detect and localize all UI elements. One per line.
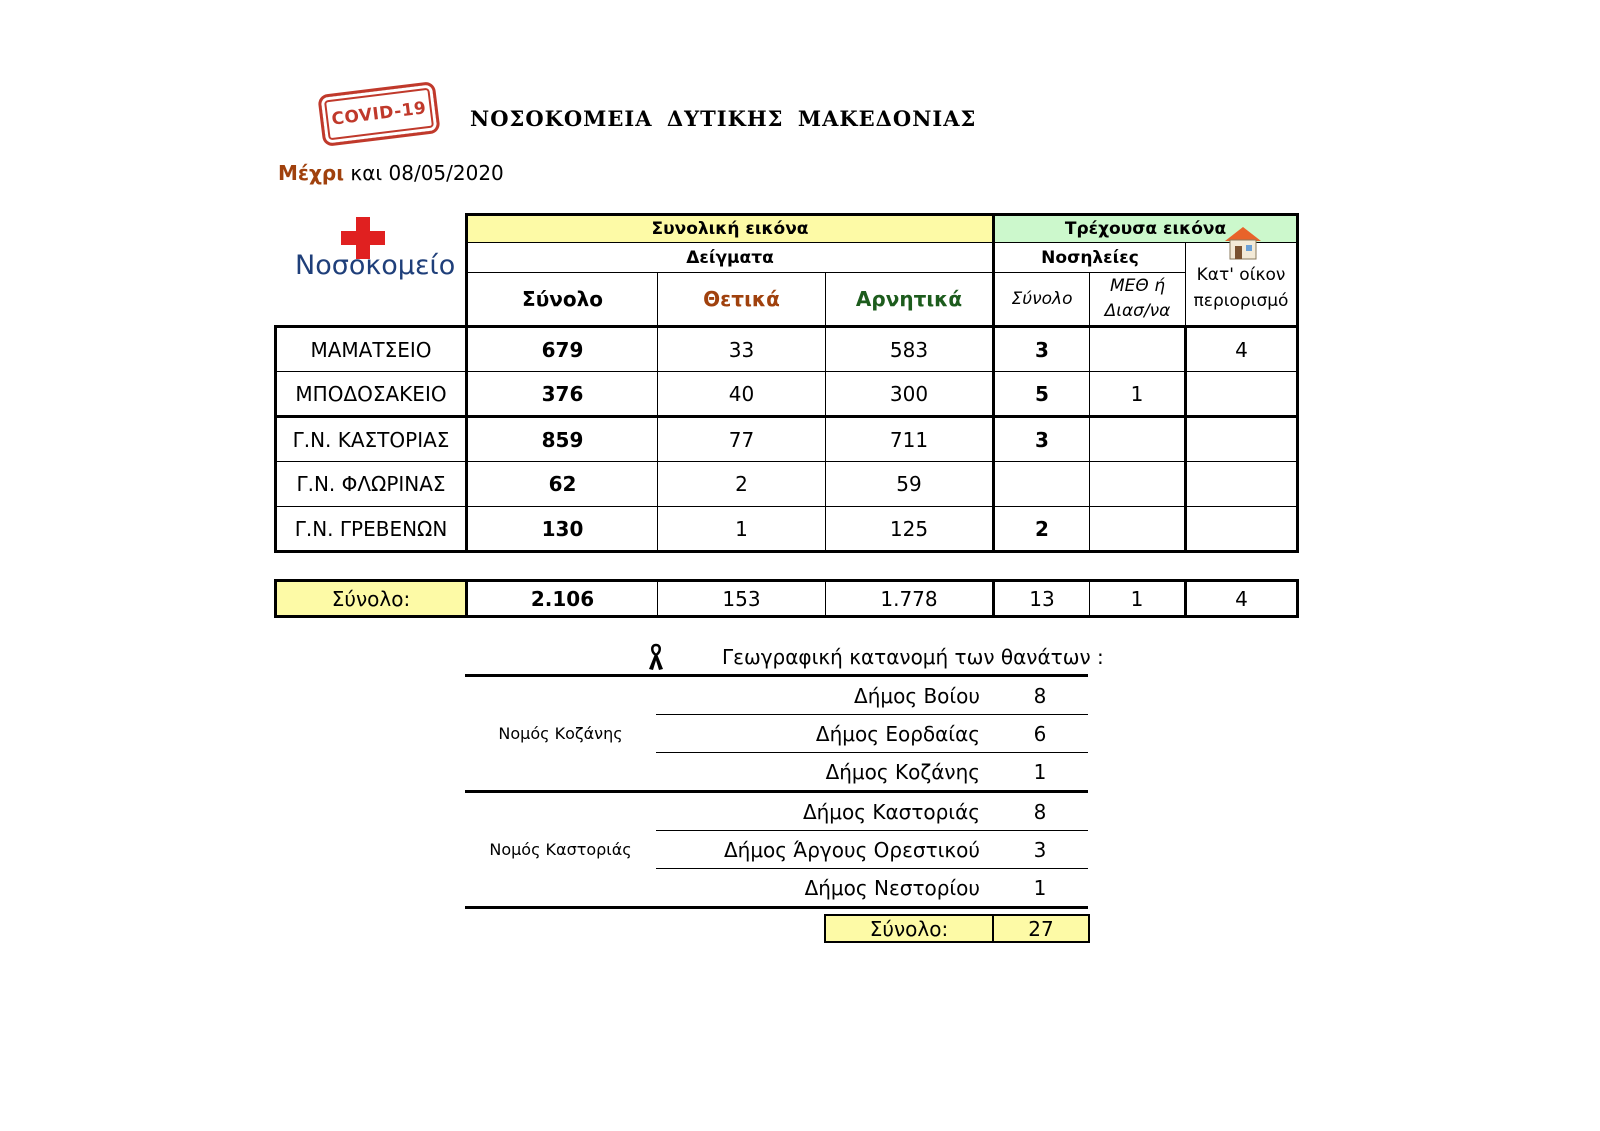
nomos-label: Νομός Κοζάνης <box>465 676 656 792</box>
cell-home <box>1186 417 1298 462</box>
cell-home <box>1186 462 1298 507</box>
deaths-table <box>465 674 1088 909</box>
cell-hosp: 2 <box>994 507 1090 552</box>
header-positive: Θετικά <box>658 273 826 327</box>
table-row <box>276 462 1298 507</box>
home-line2: περιορισμό <box>1193 291 1289 311</box>
totals-icu: 1 <box>1090 581 1186 617</box>
header-overall: Συνολική εικόνα <box>467 215 994 243</box>
black-ribbon-icon <box>646 643 666 671</box>
totals-label: Σύνολο: <box>276 581 467 617</box>
logo-cell <box>276 215 467 327</box>
dimos-name: Δήμος Κοζάνης <box>656 753 992 792</box>
deaths-total <box>824 914 1090 943</box>
stamp-text: COVID-19 <box>330 98 428 130</box>
cell-positive: 2 <box>658 462 826 507</box>
death-count: 1 <box>992 753 1088 792</box>
page-title: ΝΟΣΟΚΟΜΕΙΑ ΔΥΤΙΚΗΣ ΜΑΚΕΔΟΝΙΑΣ <box>470 106 977 131</box>
cell-negative: 583 <box>826 327 994 372</box>
totals-positive: 153 <box>658 581 826 617</box>
cell-home <box>1186 507 1298 552</box>
cell-positive: 77 <box>658 417 826 462</box>
deaths-total-label: Σύνολο: <box>825 915 993 942</box>
deaths-title: Γεωγραφική κατανομή των θανάτων : <box>722 645 1104 669</box>
cell-icu <box>1090 507 1186 552</box>
icu-line2: Διασ/να <box>1104 301 1171 321</box>
house-icon <box>1221 225 1265 261</box>
dimos-name: Δήμος Βοίου <box>656 676 992 715</box>
hospital-logo-text: Νοσοκομείο <box>295 250 456 281</box>
deaths-total-value: 27 <box>993 915 1089 942</box>
totals-table <box>274 579 1299 618</box>
dimos-name: Δήμος Άργους Ορεστικού <box>656 831 992 869</box>
death-count: 8 <box>992 676 1088 715</box>
table-row <box>276 372 1298 417</box>
cell-hosp: 3 <box>994 327 1090 372</box>
cell-positive: 1 <box>658 507 826 552</box>
cell-total: 679 <box>467 327 658 372</box>
header-samples: Δείγματα <box>467 243 994 273</box>
totals-total: 2.106 <box>467 581 658 617</box>
hospital-table <box>274 213 1299 553</box>
header-negative: Αρνητικά <box>826 273 994 327</box>
header-hosp-total: Σύνολο <box>994 273 1090 327</box>
cell-hosp: 3 <box>994 417 1090 462</box>
death-count: 8 <box>992 792 1088 831</box>
death-count: 6 <box>992 715 1088 753</box>
hospital-name: Γ.Ν. ΚΑΣΤΟΡΙΑΣ <box>276 417 467 462</box>
cell-total: 130 <box>467 507 658 552</box>
header-hospitalizations: Νοσηλείες <box>994 243 1186 273</box>
table-row <box>276 507 1298 552</box>
cell-total: 376 <box>467 372 658 417</box>
cell-icu: 1 <box>1090 372 1186 417</box>
covid-stamp <box>317 81 440 147</box>
cell-negative: 711 <box>826 417 994 462</box>
cell-icu <box>1090 462 1186 507</box>
cell-positive: 33 <box>658 327 826 372</box>
cell-total: 62 <box>467 462 658 507</box>
dimos-name: Δήμος Εορδαίας <box>656 715 992 753</box>
date-line <box>278 161 504 185</box>
cell-negative: 125 <box>826 507 994 552</box>
cell-negative: 300 <box>826 372 994 417</box>
cell-home: 4 <box>1186 327 1298 372</box>
totals-hosp: 13 <box>994 581 1090 617</box>
totals-row <box>276 581 1298 617</box>
icu-line1: ΜΕΘ ή <box>1110 276 1165 296</box>
date-prefix: Μέχρι <box>278 161 345 185</box>
cell-hosp <box>994 462 1090 507</box>
nomos-label: Νομός Καστοριάς <box>465 792 656 908</box>
death-count: 3 <box>992 831 1088 869</box>
dimos-name: Δήμος Νεστορίου <box>656 869 992 908</box>
table-row <box>276 417 1298 462</box>
hospital-name: Γ.Ν. ΦΛΩΡΙΝΑΣ <box>276 462 467 507</box>
table-row <box>276 327 1298 372</box>
date-text: και 08/05/2020 <box>350 161 504 185</box>
cell-positive: 40 <box>658 372 826 417</box>
totals-negative: 1.778 <box>826 581 994 617</box>
death-count: 1 <box>992 869 1088 908</box>
hospital-name: ΜΠΟΔΟΣΑΚΕΙΟ <box>276 372 467 417</box>
cell-negative: 59 <box>826 462 994 507</box>
hospital-name: Γ.Ν. ΓΡΕΒΕΝΩΝ <box>276 507 467 552</box>
header-icu <box>1090 273 1186 327</box>
hospital-name: ΜΑΜΑΤΣΕΙΟ <box>276 327 467 372</box>
cell-icu <box>1090 327 1186 372</box>
cell-hosp: 5 <box>994 372 1090 417</box>
cell-home <box>1186 372 1298 417</box>
list-item <box>465 676 1088 715</box>
list-item <box>465 792 1088 831</box>
dimos-name: Δήμος Καστοριάς <box>656 792 992 831</box>
header-current: Τρέχουσα εικόνα <box>994 215 1298 243</box>
header-total: Σύνολο <box>467 273 658 327</box>
home-line1: Κατ' οίκον <box>1196 265 1286 285</box>
cell-icu <box>1090 417 1186 462</box>
totals-home: 4 <box>1186 581 1298 617</box>
cell-total: 859 <box>467 417 658 462</box>
